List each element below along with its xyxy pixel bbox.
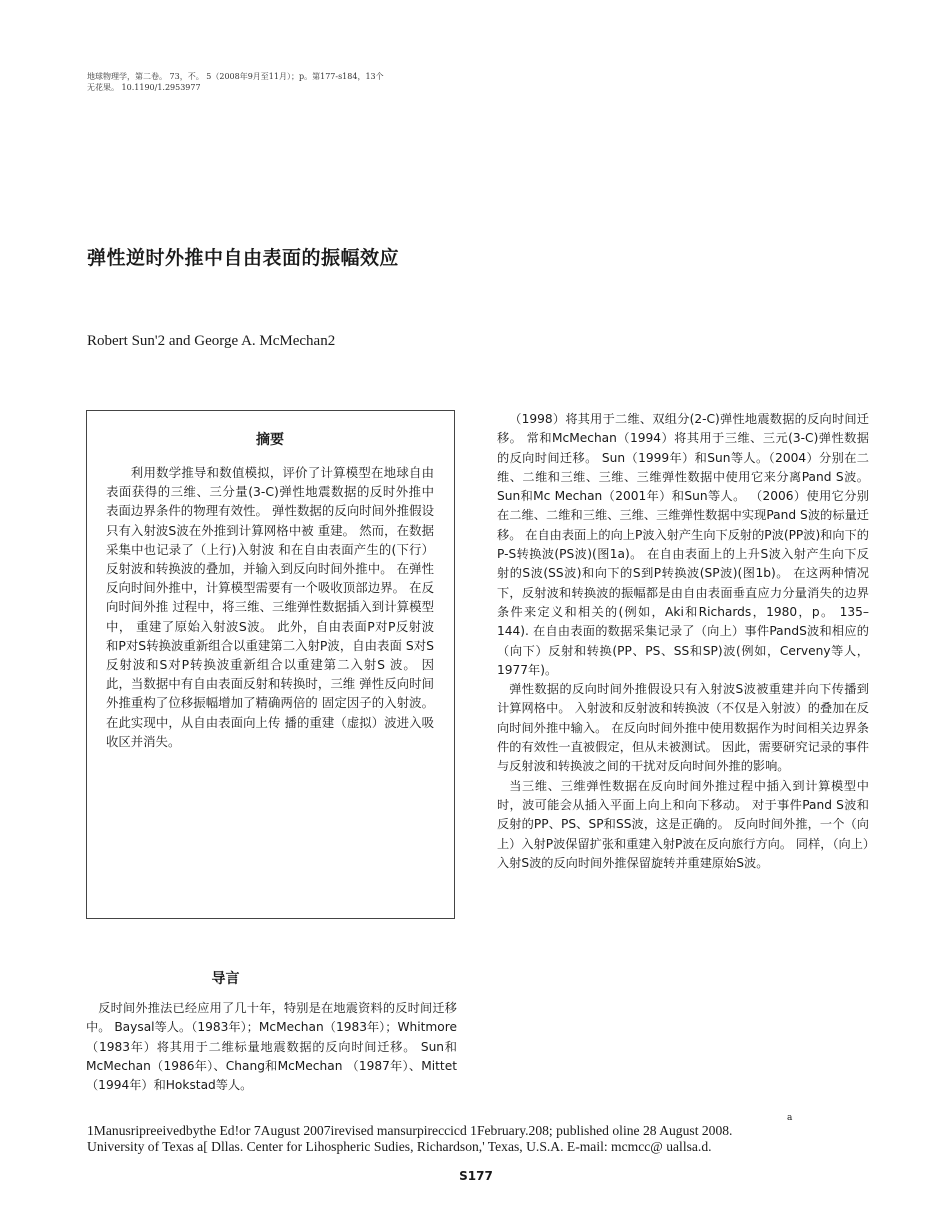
introduction-heading: 导言 (211, 971, 240, 987)
footnote-line-2: University of Texas a[ Dllas. Center for Lihospheric Sudies, Richardson,' Texas, U.S.A. E-mail: mcmcc@ uallsa.d. (87, 1139, 712, 1154)
footnote-mark: a (787, 1113, 793, 1123)
citation-header (87, 71, 384, 93)
footnote-line-1: 1Manusripreeivedbythe Ed!or 7August 2007irevised mansurpireccicd 1February.208; published oline 28 August 2008. (87, 1123, 733, 1138)
right-paragraph-2: 弹性数据的反向时间外推假设只有入射波S波被重建并向下传播到计算网格中。 入射波和反射波和转换波（不仅是入射波）的叠加在反向时间外推中输入。 在反向时间外推中使用数据作为时间相关边界条件的有效性一直被假定，但从未被测试。 因此，需要研究记录的事件与反射波和转换波之间的干扰对反向时间外推的影响。 (497, 682, 869, 774)
right-column (497, 410, 869, 873)
right-paragraph-3: 当三维、三维弹性数据在反向时间外推过程中插入到计算模型中时，波可能会从插入平面上向上和向下移动。 对于事件Pand S波和反射的PP、PS、SP和SS波，这是正确的。 反向时间外推，一个（向上）入射P波保留扩张和重建入射P波在反向旅行方向。 同样，（向上）入射S波的反向时间外推保留旋转并重建原始S波。 (497, 778, 869, 870)
footnote (87, 1123, 887, 1155)
right-paragraph-1: （1998）将其用于二维、双组分(2-C)弹性地震数据的反向时间迁移。 常和McMechan（1994）将其用于三维、三元(3-C)弹性数据的反向时间迁移。 Sun（1999年）和Sun等人。（2004）分别在二维、二维和三维、三维、三维弹性数据中使用它来分离Pand S波。 Sun和Mc Mechan（2001年）和Sun等人。 （2006）使用它分别在二维、二维和三维、三维、三维弹性数据中实现Pand S波的标量迁移。 在自由表面上的向上P波入射产生向下反射的P波(PP波)和向下的P-S转换波(PS波)(图1a)。 在自由表面上的上升S波入射产生向下反射的S波(SS波)和向下的S到P转换波(SP波)(图1b)。 在这两种情况下，反射波和转换波的振幅都是由自由表面垂直应力分量消失的边界条件来定义和相关的(例如，Aki和Richards，1980，p。 135–144). 在自由表面的数据采集记录了（向上）事件PandS波和相应的（向下）反射和转换(PP、PS、SS和SP)波(例如，Cerveny等人，1977年)。 (497, 412, 869, 677)
citation-line-2: 无花果。 10.1190/1.2953977 (87, 83, 201, 92)
introduction-text: 反时间外推法已经应用了几十年，特别是在地震资料的反时间迁移中。 Baysal等人。（1983年）；McMechan（1983年）；Whitmore（1983年）将其用于二维标量地震数据的反向时间迁移。 Sun和McMechan（1986年）、Chang和McMechan （1987年）、Mittet（1994年）和Hokstad等人。 (86, 1001, 457, 1093)
citation-line-1: 地球物理学，第二卷。 73，不。 5（2008年9月至11月）；p。第177-s184，13个 (87, 72, 384, 81)
authors: Robert Sun'2 and George A. McMechan2 (87, 333, 336, 349)
paper-title: 弹性逆时外推中自由表面的振幅效应 (87, 247, 400, 269)
abstract-heading: 摘要 (256, 432, 284, 448)
abstract-text: 利用数学推导和数值模拟，评价了计算模型在地球自由表面获得的三维、三分量(3-C)弹性地震数据的反时外推中表面边界条件的物理有效性。 弹性数据的反向时间外推假设只有入射波S波在外推到计算网格中被 重建。 然而，在数据采集中也记录了（上行)入射波 和在自由表面产生的(下行）反射波和转换波的叠加，并输入到反向时间外推中。 在弹性反向时间外推中，计算模型需要有一个吸收顶部边界。 在反向时间外推 过程中，将三维、三维弹性数据插入到计算模型中， 重建了原始入射波S波。 此外，自由表面P对P反射波 和P对S转换波重新组合以重建第二入射P波，自由表面 S对S反射波和S对P转换波重新组合以重建第二入射S 波。 因此，当数据中有自由表面反射和转换时，三维 弹性反向时间外推重构了位移振幅增加了精确两倍的 固定因子的入射波。 在此实现中，从自由表面向上传 播的重建（虚拟）波进入吸收区并消失。 (106, 465, 434, 749)
page-number: S177 (459, 1169, 493, 1183)
abstract-box (86, 410, 455, 919)
